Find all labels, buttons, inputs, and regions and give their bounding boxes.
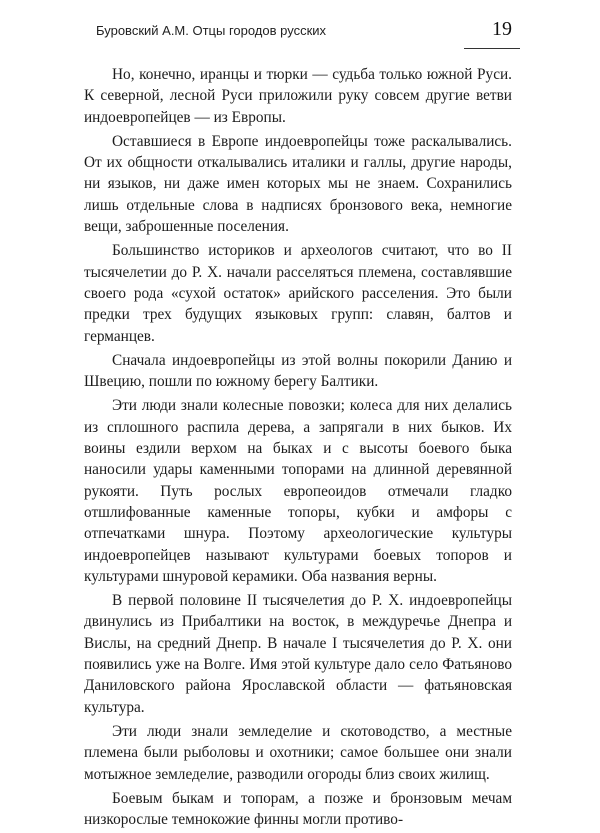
paragraph: Но, конечно, иранцы и тюрки — судьба только южной Руси. К северной, лесной Руси приложили руку совсем другие ветви индоевропейцев — из Европы. [84, 66, 512, 126]
paragraph: Оставшиеся в Европе индоевропейцы тоже раскалывались. От их общности откалывались италики и галлы, другие народы, ни языков, ни даже имен которых мы не знаем. Сохранились лишь отдельные слова в надписях бронзового века, немногие вещи, заброшенные поселения. [84, 132, 512, 236]
paragraph: В первой половине II тысячелетия до Р. Х. индоевропейцы двинулись из Прибалтики на восток, в междуречье Днепра и Вислы, на средний Днепр. В начале I тысячелетия до Р. Х. они появились уже на Волге. Имя этой культуре дало село Фатьяново Даниловского района Ярославской области — фатьяновская культура. [84, 592, 512, 716]
paragraph: Эти люди знали колесные повозки; колеса для них делались из сплошного распила дерева, а запрягали в них быков. Их воины ездили верхом на быках и с высоты боевого быка наносили удары каменными топорами на длинной деревянной рукояти. Путь рослых европеоидов отмечали гладко отшлифованные каменные топоры, кубки и амфоры с отпечатками шнура. Поэтому археологические культуры индоевропейцев называют культурами боевых топоров и культурами шнуровой керамики. Оба названия верны. [84, 397, 512, 585]
paragraph: Боевым быкам и топорам, а позже и бронзовым мечам низкорослые темнокожие финны могли противо- [84, 789, 512, 829]
paragraph: Большинство историков и археологов считают, что во II тысячелетии до Р. Х. начали расселяться племена, составлявшие своего рода «сухой остаток» арийского расселения. Это были предки трех будущих языковых групп: славян, балтов и германцев. [84, 242, 512, 345]
page-header [96, 20, 520, 48]
running-title: Буровский А.М. Отцы городов русских [96, 23, 327, 38]
paragraph: Сначала индоевропейцы из этой волны покорили Данию и Швецию, пошли по южному берегу Балтики. [84, 351, 512, 391]
page-number: 19 [492, 18, 512, 40]
header-rule [464, 48, 520, 49]
body-text [84, 64, 512, 833]
paragraph: Эти люди знали земледелие и скотоводство, а местные племена были рыболовы и охотники; самое большее они знали мотыжное земледелие, разводили огороды близ своих жилищ. [84, 722, 512, 783]
